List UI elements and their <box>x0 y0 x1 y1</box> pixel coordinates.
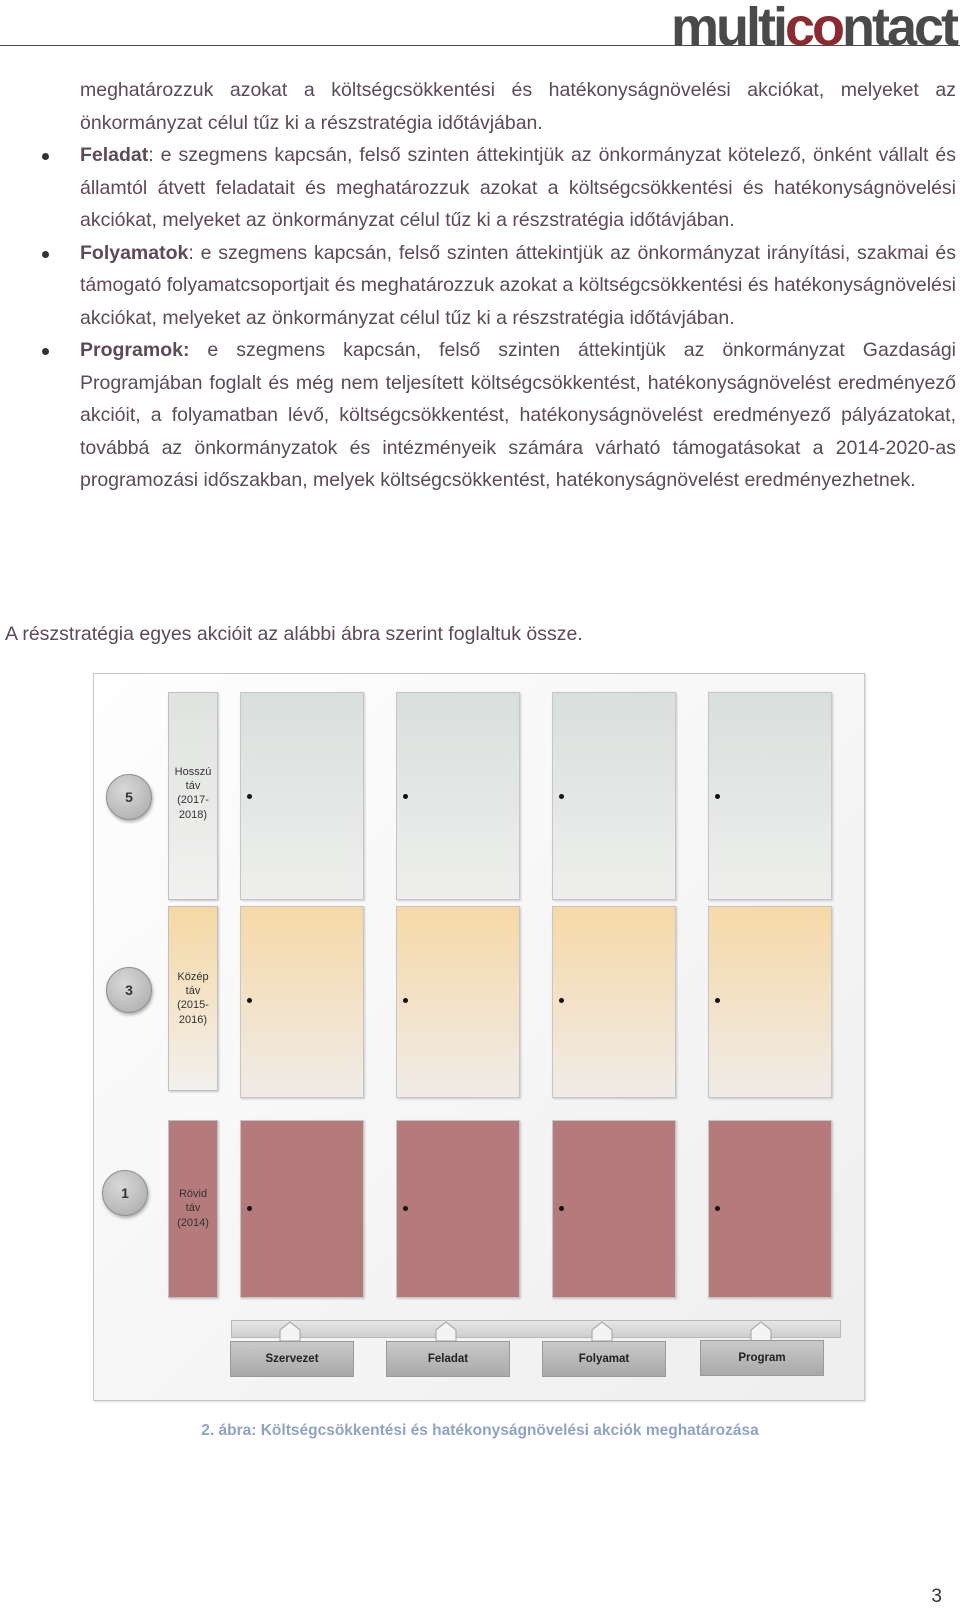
bullet-icon <box>559 1206 564 1211</box>
bullet-icon <box>715 998 720 1003</box>
bullet-title: Programok: <box>80 339 190 361</box>
bullet-icon <box>559 794 564 799</box>
figure-intro: A részstratégia egyes akcióit az alábbi ábra szerint foglaltuk össze. <box>5 623 583 645</box>
up-arrow-icon <box>591 1320 613 1342</box>
figure-caption: 2. ábra: Költségcsökkentési és hatékonyságnövelési akciók meghatározása <box>201 1422 759 1439</box>
body-text <box>80 74 956 497</box>
column-label-feladat: Feladat <box>386 1341 510 1377</box>
row-label-short-term: Rövid táv (2014) <box>168 1120 218 1298</box>
bullet-icon <box>247 794 252 799</box>
cell-short-szervezet <box>240 1120 364 1298</box>
cell-mid-folyamat <box>552 906 676 1098</box>
bullet-title: Feladat <box>80 144 149 166</box>
bullet-text: : e szegmens kapcsán, felső szinten áttekintjük az önkormányzat kötelező, önként vállalt és államtól átvett feladatait és meghatározzuk azokat a költségcsökkentési és hatékonyságnövelési akciókat, melyeket az önkormányzat célul tűz ki a részstratégia időtávjában. <box>80 144 956 231</box>
bullet-title: Folyamatok <box>80 241 189 264</box>
cell-mid-feladat <box>396 906 520 1098</box>
paragraph-continuation: meghatározzuk azokat a költségcsökkentési és hatékonyságnövelési akciókat, melyeket az önkormányzat célul tűz ki a részstratégia időtávjában. <box>80 79 956 134</box>
bullet-text: : e szegmens kapcsán, felső szinten áttekintjük az önkormányzat irányítási, szakmai és támogató folyamatcsoportjait és meghatározzuk azokat a költségcsökkentési és hatékonyságnövelési akciókat, melyeket az önkormányzat célul tűz ki a részstratégia időtávjában. <box>80 241 956 329</box>
row-number-circle: 3 <box>106 967 152 1013</box>
cell-short-folyamat <box>552 1120 676 1298</box>
up-arrow-icon <box>750 1320 772 1342</box>
cell-long-program <box>708 692 832 900</box>
bullet-icon <box>403 1206 408 1211</box>
cell-mid-szervezet <box>240 906 364 1098</box>
bullet-programok <box>80 334 956 497</box>
bullet-icon <box>559 998 564 1003</box>
bullet-icon <box>42 251 49 258</box>
cell-long-folyamat <box>552 692 676 900</box>
page-number: 3 <box>931 1586 942 1607</box>
bullet-icon <box>715 794 720 799</box>
action-matrix-figure <box>93 673 865 1401</box>
column-label-program: Program <box>700 1340 824 1376</box>
bullet-icon <box>42 348 49 355</box>
up-arrow-icon <box>435 1320 457 1342</box>
row-number-circle: 5 <box>106 774 152 820</box>
cell-short-program <box>708 1120 832 1298</box>
column-label-folyamat: Folyamat <box>542 1341 666 1377</box>
bullet-icon <box>715 1206 720 1211</box>
bullet-icon <box>247 998 252 1003</box>
row-label-long-term: Hosszú táv (2017- 2018) <box>168 692 218 900</box>
bullet-text: e szegmens kapcsán, felső szinten áttekintjük az önkormányzat Gazdasági Programjában foglalt és még nem teljesített költségcsökkentést, hatékonyságnövelést eredményező akcióit, a folyamatban lévő, költségcsökkentést, hatékonyságnövelést eredményező pályázatokat, továbbá az önkormányzatok és intézményeik számára várható támogatásokat a 2014-2020-as programozási időszakban, melyek költségcsökkentést, hatékonyságnövelést eredményezhetnek. <box>80 339 956 491</box>
bullet-icon <box>403 998 408 1003</box>
cell-long-feladat <box>396 692 520 900</box>
bullet-icon <box>403 794 408 799</box>
column-label-szervezet: Szervezet <box>230 1341 354 1377</box>
bullet-folyamatok <box>80 237 956 335</box>
row-label-mid-term: Közép táv (2015- 2016) <box>168 906 218 1091</box>
cell-mid-program <box>708 906 832 1098</box>
bullet-icon <box>247 1206 252 1211</box>
multicontact-logo: multicontact <box>670 0 956 57</box>
row-number-circle: 1 <box>102 1170 148 1216</box>
cell-short-feladat <box>396 1120 520 1298</box>
bullet-icon <box>42 153 49 160</box>
cell-long-szervezet <box>240 692 364 900</box>
bullet-feladat <box>80 139 956 237</box>
up-arrow-icon <box>279 1320 301 1342</box>
